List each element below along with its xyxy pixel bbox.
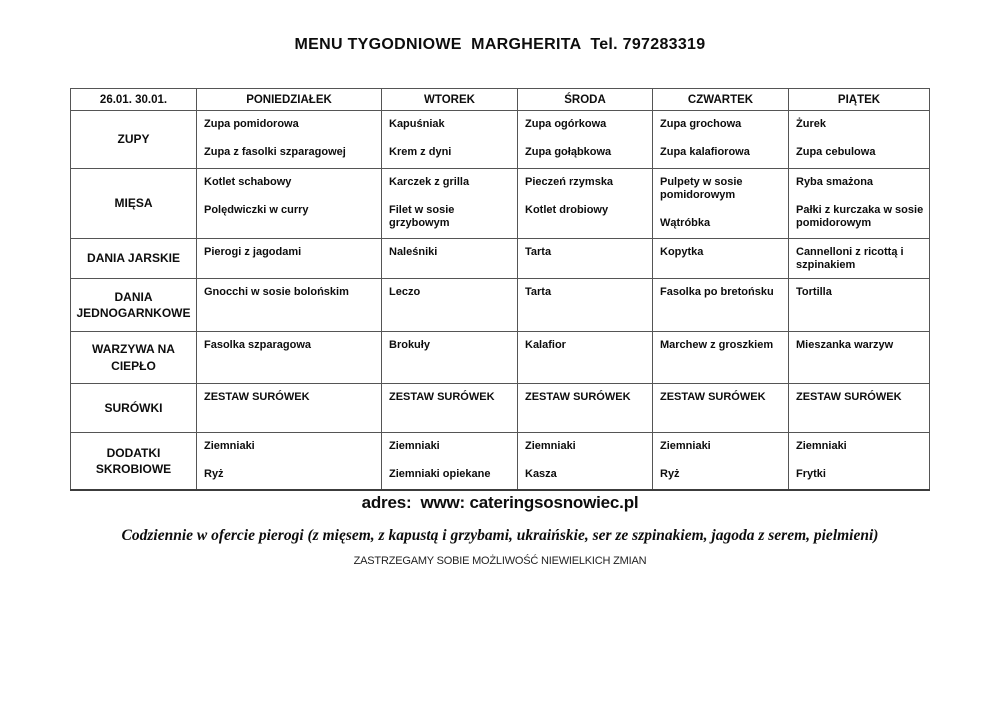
day-header-tuesday: WTOREK xyxy=(382,89,518,111)
category-cell: DANIA JARSKIE xyxy=(71,239,197,279)
dish-item: Kalafior xyxy=(525,339,566,351)
dish-item: Zupa grochowa xyxy=(660,118,742,130)
dish-item: Leczo xyxy=(389,286,421,298)
dish-item: Ziemniaki xyxy=(525,440,576,452)
dish-cell xyxy=(382,239,518,279)
dish-item: Cannelloni z ricottą i szpinakiem xyxy=(796,246,904,271)
day-header-friday: PIĄTEK xyxy=(789,89,930,111)
dish-cell xyxy=(518,111,653,169)
dish-item: Ziemniaki xyxy=(660,440,711,452)
day-header-monday: PONIEDZIAŁEK xyxy=(197,89,382,111)
dish-item: Tortilla xyxy=(796,286,832,298)
category-cell: ZUPY xyxy=(71,111,197,169)
dish-item: Zupa pomidorowa xyxy=(204,118,299,130)
dish-item: Kotlet schabowy xyxy=(204,176,292,188)
dish-cell xyxy=(382,384,518,433)
menu-row xyxy=(71,279,930,332)
dish-item: Pałki z kurczaka w sosie pomidorowym xyxy=(796,204,924,229)
menu-row xyxy=(71,433,930,490)
menu-row xyxy=(71,111,930,169)
dish-cell xyxy=(197,384,382,433)
dish-cell xyxy=(382,279,518,332)
dish-item: Ziemniaki opiekane xyxy=(389,468,491,480)
dish-item: Kopytka xyxy=(660,246,704,258)
menu-row xyxy=(71,332,930,384)
dish-cell xyxy=(197,332,382,384)
dish-item: Tarta xyxy=(525,246,552,258)
table-header-row xyxy=(71,89,930,111)
dish-cell xyxy=(789,332,930,384)
dish-cell xyxy=(789,111,930,169)
dish-cell xyxy=(518,279,653,332)
dish-cell xyxy=(789,433,930,490)
dish-item: Ryba smażona xyxy=(796,176,874,188)
dish-cell xyxy=(382,111,518,169)
dish-item: Brokuły xyxy=(389,339,430,351)
dish-cell xyxy=(653,239,789,279)
dish-cell xyxy=(653,279,789,332)
menu-table-body xyxy=(71,111,930,490)
dish-cell xyxy=(653,433,789,490)
menu-table xyxy=(70,88,930,491)
dish-item: Zupa z fasolki szparagowej xyxy=(204,146,346,158)
dish-item: Pulpety w sosie pomidorowym xyxy=(660,176,743,201)
dish-item: Fasolka szparagowa xyxy=(204,339,311,351)
dish-item: Naleśniki xyxy=(389,246,438,258)
category-cell: MIĘSA xyxy=(71,169,197,239)
dish-item: Pieczeń rzymska xyxy=(525,176,614,188)
dish-item: Ziemniaki xyxy=(796,440,847,452)
dish-item: Zupa gołąbkowa xyxy=(525,146,612,158)
dish-item: Fasolka po bretońsku xyxy=(660,286,774,298)
dish-cell xyxy=(789,279,930,332)
day-header-thursday: CZWARTEK xyxy=(653,89,789,111)
dish-item: ZESTAW SURÓWEK xyxy=(660,391,766,403)
dish-item: ZESTAW SURÓWEK xyxy=(204,391,310,403)
disclaimer-note: ZASTRZEGAMY SOBIE MOŻLIWOŚĆ NIEWIELKICH ZMIAN xyxy=(353,555,647,567)
dish-cell xyxy=(518,332,653,384)
dish-item: Ryż xyxy=(660,468,680,480)
dish-item: Mieszanka warzyw xyxy=(796,339,894,351)
daily-offer-note: Codziennie w ofercie pierogi (z mięsem, z kapustą i grzybami, ukraińskie, ser ze szpinakiem, jagoda z serem, pielmieni) xyxy=(121,527,879,544)
dish-item: Zupa cebulowa xyxy=(796,146,876,158)
dish-cell xyxy=(518,169,653,239)
dish-cell xyxy=(382,169,518,239)
dish-cell xyxy=(197,239,382,279)
dish-cell xyxy=(789,384,930,433)
dish-item: Krem z dyni xyxy=(389,146,452,158)
category-cell: DANIA JEDNOGARNKOWE xyxy=(71,279,197,332)
category-cell: WARZYWA NA CIEPŁO xyxy=(71,332,197,384)
dish-cell xyxy=(518,433,653,490)
dish-item: ZESTAW SURÓWEK xyxy=(389,391,495,403)
dish-item: Kapuśniak xyxy=(389,118,445,130)
dish-item: ZESTAW SURÓWEK xyxy=(796,391,902,403)
dish-item: Kotlet drobiowy xyxy=(525,204,609,216)
dish-item: Karczek z grilla xyxy=(389,176,470,188)
category-cell: SURÓWKI xyxy=(71,384,197,433)
dish-cell xyxy=(197,169,382,239)
dish-item: Tarta xyxy=(525,286,552,298)
dish-item: Zupa ogórkowa xyxy=(525,118,607,130)
dish-cell xyxy=(197,111,382,169)
dish-item: Ziemniaki xyxy=(204,440,255,452)
dish-item: Wątróbka xyxy=(660,217,711,229)
dish-item: Żurek xyxy=(796,118,826,130)
dish-cell xyxy=(518,239,653,279)
dish-cell xyxy=(382,332,518,384)
dish-item: Ziemniaki xyxy=(389,440,440,452)
menu-row xyxy=(71,384,930,433)
page-title: MENU TYGODNIOWE MARGHERITA Tel. 797283319 xyxy=(294,36,706,53)
category-cell: DODATKI SKROBIOWE xyxy=(71,433,197,490)
menu-row xyxy=(71,239,930,279)
dish-item: Polędwiczki w curry xyxy=(204,204,309,216)
dish-cell xyxy=(653,384,789,433)
dish-cell xyxy=(197,279,382,332)
dish-cell xyxy=(518,384,653,433)
dish-item: Frytki xyxy=(796,468,826,480)
dish-cell xyxy=(653,332,789,384)
dish-cell xyxy=(197,433,382,490)
dish-item: ZESTAW SURÓWEK xyxy=(525,391,631,403)
date-range-header: 26.01. 30.01. xyxy=(71,89,197,111)
dish-item: Kasza xyxy=(525,468,557,480)
dish-cell xyxy=(653,169,789,239)
menu-row xyxy=(71,169,930,239)
dish-item: Filet w sosie grzybowym xyxy=(389,204,455,229)
dish-item: Ryż xyxy=(204,468,224,480)
dish-item: Marchew z groszkiem xyxy=(660,339,774,351)
dish-item: Gnocchi w sosie bolońskim xyxy=(204,286,349,298)
dish-item: Pierogi z jagodami xyxy=(204,246,302,258)
website-address: adres: www: cateringsosnowiec.pl xyxy=(361,493,639,512)
dish-cell xyxy=(382,433,518,490)
dish-cell xyxy=(789,169,930,239)
dish-cell xyxy=(653,111,789,169)
dish-cell xyxy=(789,239,930,279)
dish-item: Zupa kalafiorowa xyxy=(660,146,750,158)
day-header-wednesday: ŚRODA xyxy=(518,89,653,111)
